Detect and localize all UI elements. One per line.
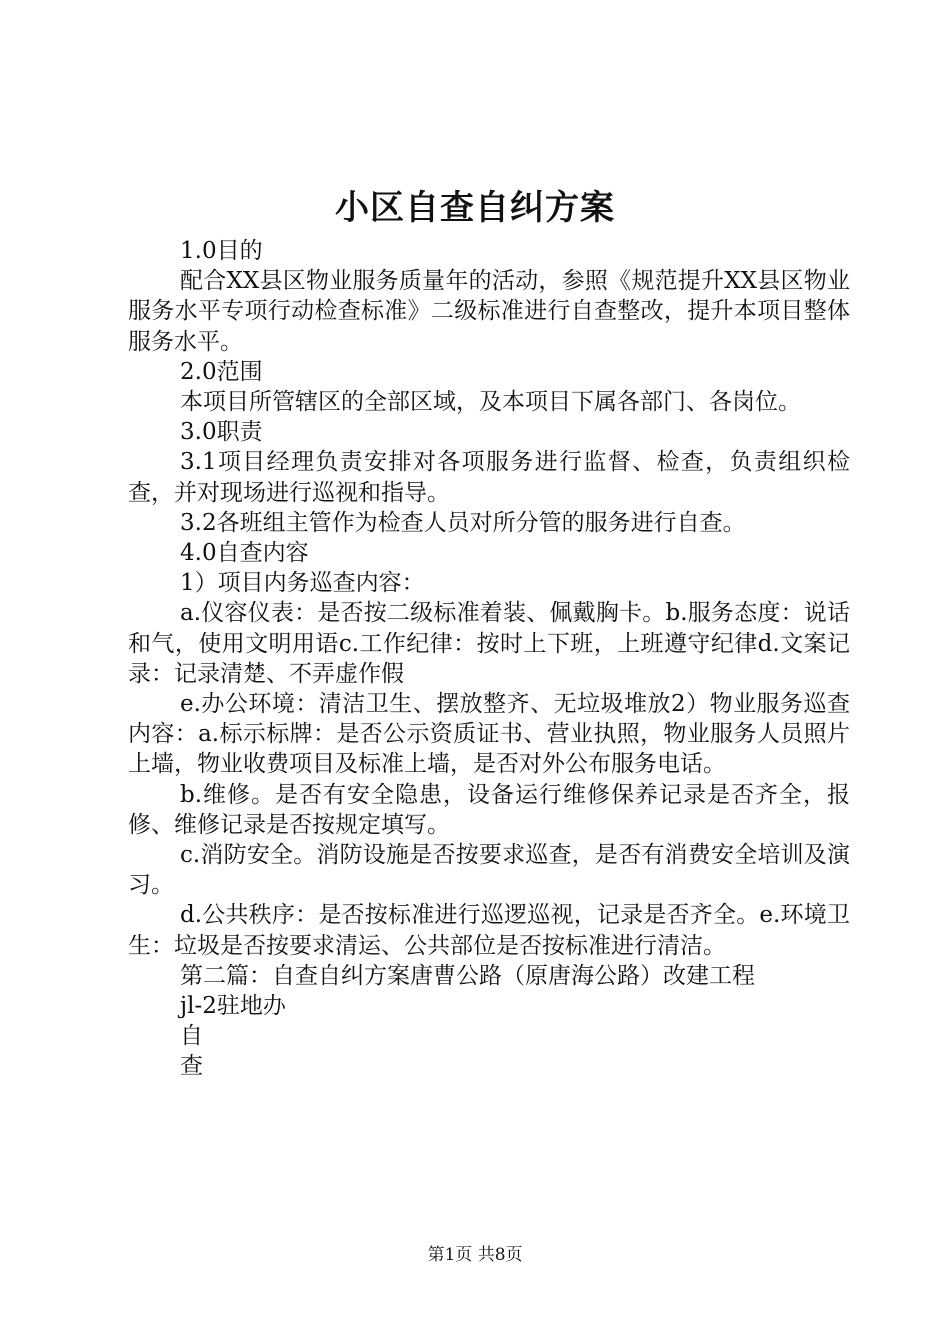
paragraph-scope: 本项目所管辖区的全部区域，及本项目下属各部门、各岗位。	[180, 389, 801, 416]
section-heading-scope: 2.0范围	[180, 358, 263, 385]
paragraph-second-article: 第二篇：自查自纠方案唐曹公路（原唐海公路）改建工程	[180, 962, 755, 989]
paragraph-item-e: e.办公环境：清洁卫生、摆放整齐、无垃圾堆放2）物业服务巡查内容：a.标示标牌：是否公示资质证书、营业执照，物业服务人员照片上墙，物业收费项目及标准上墙，是否对外公布服务电话。	[128, 691, 850, 778]
document-body	[128, 236, 850, 1082]
paragraph-duty-3-1: 3.1项目经理负责安排对各项服务进行监督、检查，负责组织检查，并对现场进行巡视和指导。	[128, 449, 850, 506]
paragraph-items-a-d: a.仪容仪表：是否按二级标准着装、佩戴胸卡。b.服务态度：说话和气，使用文明用语c.工作纪律：按时上下班，上班遵守纪律d.文案记录：记录清楚、不弄虚作假	[128, 600, 850, 687]
paragraph-item-c-fire: c.消防安全。消防设施是否按要求巡查，是否有消费安全培训及演习。	[128, 842, 850, 899]
paragraph-duty-3-2: 3.2各班组主管作为检查人员对所分管的服务进行自查。	[180, 509, 746, 536]
paragraph-purpose: 配合XX县区物业服务质量年的活动，参照《规范提升XX县区物业服务水平专项行动检查标准》二级标准进行自查整改，提升本项目整体服务水平。	[128, 268, 850, 355]
paragraph-internal-inspection: 1）项目内务巡查内容：	[180, 570, 425, 597]
paragraph-char-2: 查	[180, 1053, 203, 1080]
section-heading-duties: 3.0职责	[180, 419, 263, 446]
paragraph-item-b-maintenance: b.维修。是否有安全隐患，设备运行维修保养记录是否齐全，报修、维修记录是否按规定填写。	[128, 781, 850, 838]
page-indicator: 第1页 共8页	[427, 1245, 523, 1265]
section-heading-purpose: 1.0目的	[180, 238, 263, 264]
section-heading-content: 4.0自查内容	[180, 540, 309, 567]
document-title: 小区自查自纠方案	[335, 188, 615, 228]
paragraph-item-d-order: d.公共秩序：是否按标准进行巡逻巡视，记录是否齐全。e.环境卫生：垃圾是否按要求清运、公共部位是否按标准进行清洁。	[128, 902, 850, 959]
paragraph-char-1: 自	[180, 1023, 203, 1050]
paragraph-office: jl-2驻地办	[180, 993, 286, 1020]
